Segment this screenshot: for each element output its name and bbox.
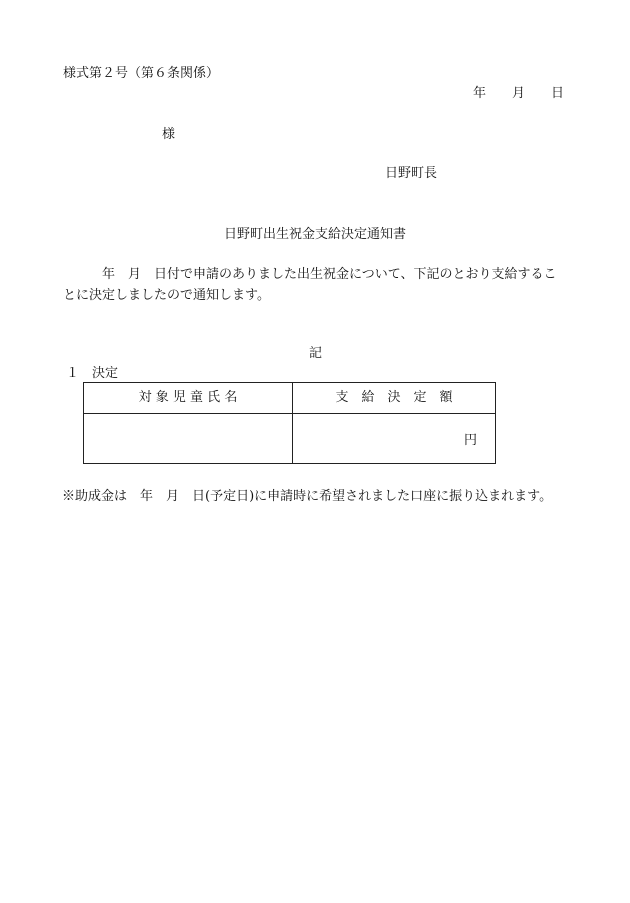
table-header-amount: 支 給 決 定 額 [335,390,453,405]
form-number: 様式第２号（第６条関係） [63,66,220,81]
record-heading: 記 [309,346,323,361]
notification-body: 年 月 日付で申請のありました出生祝金について、下記のとおり支給することに決定しましたので通知します。 [63,267,557,303]
recipient-line: 様 [162,127,176,142]
table-cell-amount-unit: 円 [463,433,477,448]
footnote: ※助成金は 年 月 日(予定日)に申請時に希望されました口座に振り込まれます。 [62,489,553,504]
document-title: 日野町出生祝金支給決定通知書 [223,227,406,242]
decision-table [83,382,496,464]
table-row-divider [84,413,495,414]
table-header-child-name: 対 象 児 童 氏 名 [138,390,238,405]
section-heading-decision: １ 決定 [66,366,119,381]
date-line: 年 月 日 [473,86,565,101]
issuer-name: 日野町長 [385,166,438,181]
